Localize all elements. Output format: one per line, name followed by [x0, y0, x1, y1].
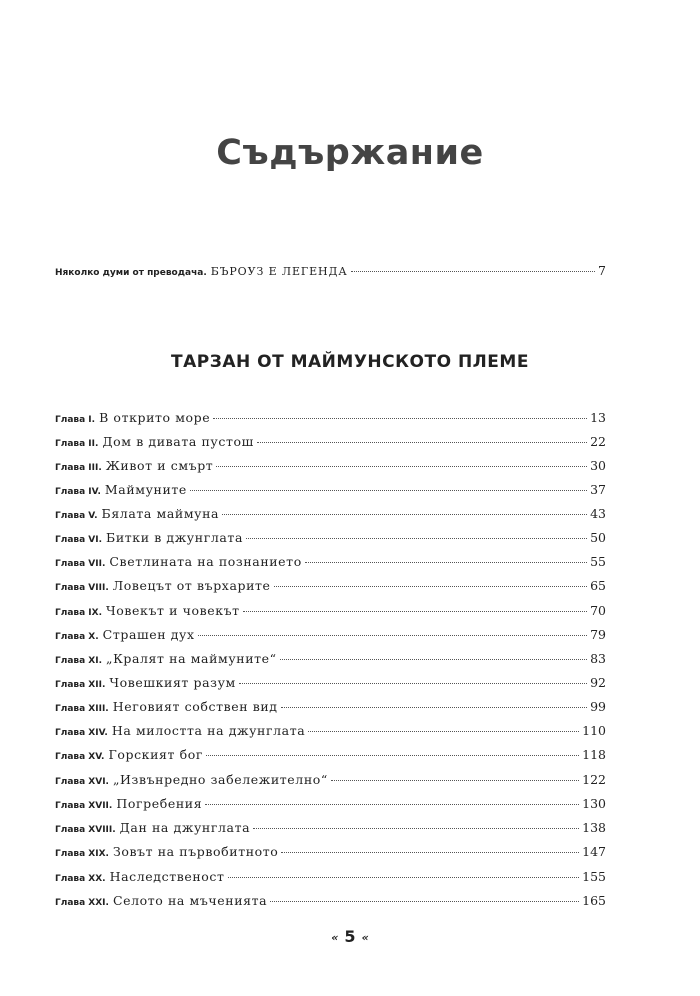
- chapter-title: „Кралят на маймуните“: [106, 651, 277, 666]
- chapter-title: Светлината на познанието: [109, 554, 302, 569]
- chapter-page-number: 22: [590, 434, 606, 449]
- toc-entry-chapter: [55, 675, 606, 693]
- page-number-value: 5: [344, 927, 356, 946]
- chapter-label: Глава XI.: [55, 656, 103, 666]
- chapter-page-number: 118: [582, 747, 606, 762]
- toc-entry-chapter: [55, 820, 606, 838]
- dot-leader: [246, 538, 587, 539]
- toc-entry-chapter: [55, 434, 606, 452]
- ornament-right: «: [361, 931, 369, 944]
- chapter-label: Глава IV.: [55, 487, 101, 497]
- chapter-page-number: 122: [582, 772, 606, 787]
- chapter-label: Глава VII.: [55, 559, 106, 569]
- chapter-page-number: 138: [582, 820, 606, 835]
- chapter-page-number: 65: [590, 578, 606, 593]
- toc-entry-intro: [55, 263, 606, 281]
- chapter-label: Глава XIX.: [55, 849, 109, 859]
- dot-leader: [308, 731, 579, 732]
- dot-leader: [305, 562, 587, 563]
- dot-leader: [257, 442, 587, 443]
- chapter-label: Глава XXI.: [55, 898, 109, 908]
- page-number: [0, 927, 700, 946]
- dot-leader: [270, 901, 579, 902]
- toc-entry-chapter: [55, 651, 606, 669]
- chapter-label: Глава XIV.: [55, 728, 108, 738]
- dot-leader: [274, 586, 588, 587]
- chapter-title: Зовът на първобитното: [112, 844, 279, 859]
- chapter-title: Дом в дивата пустош: [102, 434, 254, 449]
- chapter-label: Глава XVIII.: [55, 825, 116, 835]
- chapter-title: Ловецът от върхарите: [112, 578, 271, 593]
- chapter-page-number: 147: [582, 844, 606, 859]
- chapter-page-number: 130: [582, 796, 606, 811]
- chapter-title: Неговият собствен вид: [112, 699, 278, 714]
- chapter-label: Глава XIII.: [55, 704, 109, 714]
- chapter-title: „Извънредно забележително“: [112, 772, 328, 787]
- toc-entry-chapter: [55, 554, 606, 572]
- dot-leader: [243, 611, 587, 612]
- chapter-page-number: 92: [590, 675, 606, 690]
- chapter-title: Селото на мъченията: [112, 893, 268, 908]
- chapter-page-number: 155: [582, 869, 606, 884]
- dot-leader: [281, 707, 587, 708]
- chapter-page-number: 30: [590, 458, 606, 473]
- chapter-title: Страшен дух: [102, 627, 195, 642]
- toc-entry-chapter: [55, 410, 606, 428]
- chapter-page-number: 79: [590, 627, 606, 642]
- chapter-page-number: 165: [582, 893, 606, 908]
- toc-entry-chapter: [55, 627, 606, 645]
- toc-entry-chapter: [55, 723, 606, 741]
- toc-entry-chapter: [55, 458, 606, 476]
- chapter-title: Маймуните: [104, 482, 187, 497]
- entry-page-number: 7: [598, 263, 606, 278]
- chapter-label: Глава IX.: [55, 608, 103, 618]
- chapter-title: Човешкият разум: [109, 675, 236, 690]
- chapter-label: Глава X.: [55, 632, 99, 642]
- dot-leader: [205, 804, 579, 805]
- chapter-title: Погребения: [116, 796, 203, 811]
- chapter-label: Глава XVI.: [55, 777, 109, 787]
- toc-entry-chapter: [55, 893, 606, 911]
- chapter-label: Глава V.: [55, 511, 98, 521]
- toc-entry-chapter: [55, 747, 606, 765]
- dot-leader: [331, 780, 579, 781]
- toc-entry-chapter: [55, 530, 606, 548]
- toc-entry-chapter: [55, 699, 606, 717]
- chapter-page-number: 110: [582, 723, 606, 738]
- dot-leader: [239, 683, 587, 684]
- chapter-page-number: 37: [590, 482, 606, 497]
- chapter-page-number: 50: [590, 530, 606, 545]
- dot-leader: [198, 635, 587, 636]
- entry-title: БЪРОУЗ Е ЛЕГЕНДА: [210, 265, 348, 278]
- chapter-title: В открито море: [99, 410, 211, 425]
- toc-entry-chapter: [55, 796, 606, 814]
- chapter-page-number: 70: [590, 603, 606, 618]
- chapter-title: Битки в джунглата: [106, 530, 243, 545]
- chapter-title: Горският бог: [108, 747, 203, 762]
- ornament-left: «: [331, 931, 339, 944]
- chapter-title: На милостта на джунглата: [111, 723, 306, 738]
- chapter-label: Глава XX.: [55, 874, 106, 884]
- dot-leader: [280, 659, 587, 660]
- chapter-page-number: 43: [590, 506, 606, 521]
- chapter-label: Глава VIII.: [55, 583, 109, 593]
- chapter-title: Бялата маймуна: [101, 506, 220, 521]
- chapter-label: Глава II.: [55, 439, 99, 449]
- chapter-title: Наследственост: [109, 869, 225, 884]
- toc-entry-chapter: [55, 603, 606, 621]
- dot-leader: [228, 877, 580, 878]
- page-title: Съдържание: [216, 133, 484, 173]
- dot-leader: [216, 466, 587, 467]
- chapter-title: Дан на джунглата: [119, 820, 251, 835]
- chapter-label: Глава XVII.: [55, 801, 113, 811]
- chapter-title: Човекът и човекът: [106, 603, 240, 618]
- dot-leader: [190, 490, 587, 491]
- toc-entry-chapter: [55, 578, 606, 596]
- chapter-label: Глава XII.: [55, 680, 106, 690]
- chapter-label: Глава I.: [55, 415, 96, 425]
- toc-entry-chapter: [55, 772, 606, 790]
- toc-entry-chapter: [55, 506, 606, 524]
- dot-leader: [213, 418, 587, 419]
- dot-leader: [351, 271, 595, 272]
- chapter-page-number: 55: [590, 554, 606, 569]
- dot-leader: [222, 514, 587, 515]
- chapter-page-number: 13: [590, 410, 606, 425]
- chapter-label: Глава III.: [55, 463, 102, 473]
- dot-leader: [253, 828, 579, 829]
- toc-entry-chapter: [55, 844, 606, 862]
- toc-entry-chapter: [55, 482, 606, 500]
- dot-leader: [206, 755, 579, 756]
- chapter-title: Живот и смърт: [105, 458, 214, 473]
- dot-leader: [281, 852, 579, 853]
- entry-label: Няколко думи от преводача.: [55, 268, 207, 278]
- toc-entry-chapter: [55, 869, 606, 887]
- chapter-label: Глава XV.: [55, 752, 105, 762]
- section-title: ТАРЗАН ОТ МАЙМУНСКОТО ПЛЕМЕ: [171, 352, 529, 372]
- chapter-label: Глава VI.: [55, 535, 103, 545]
- chapter-page-number: 99: [590, 699, 606, 714]
- chapter-page-number: 83: [590, 651, 606, 666]
